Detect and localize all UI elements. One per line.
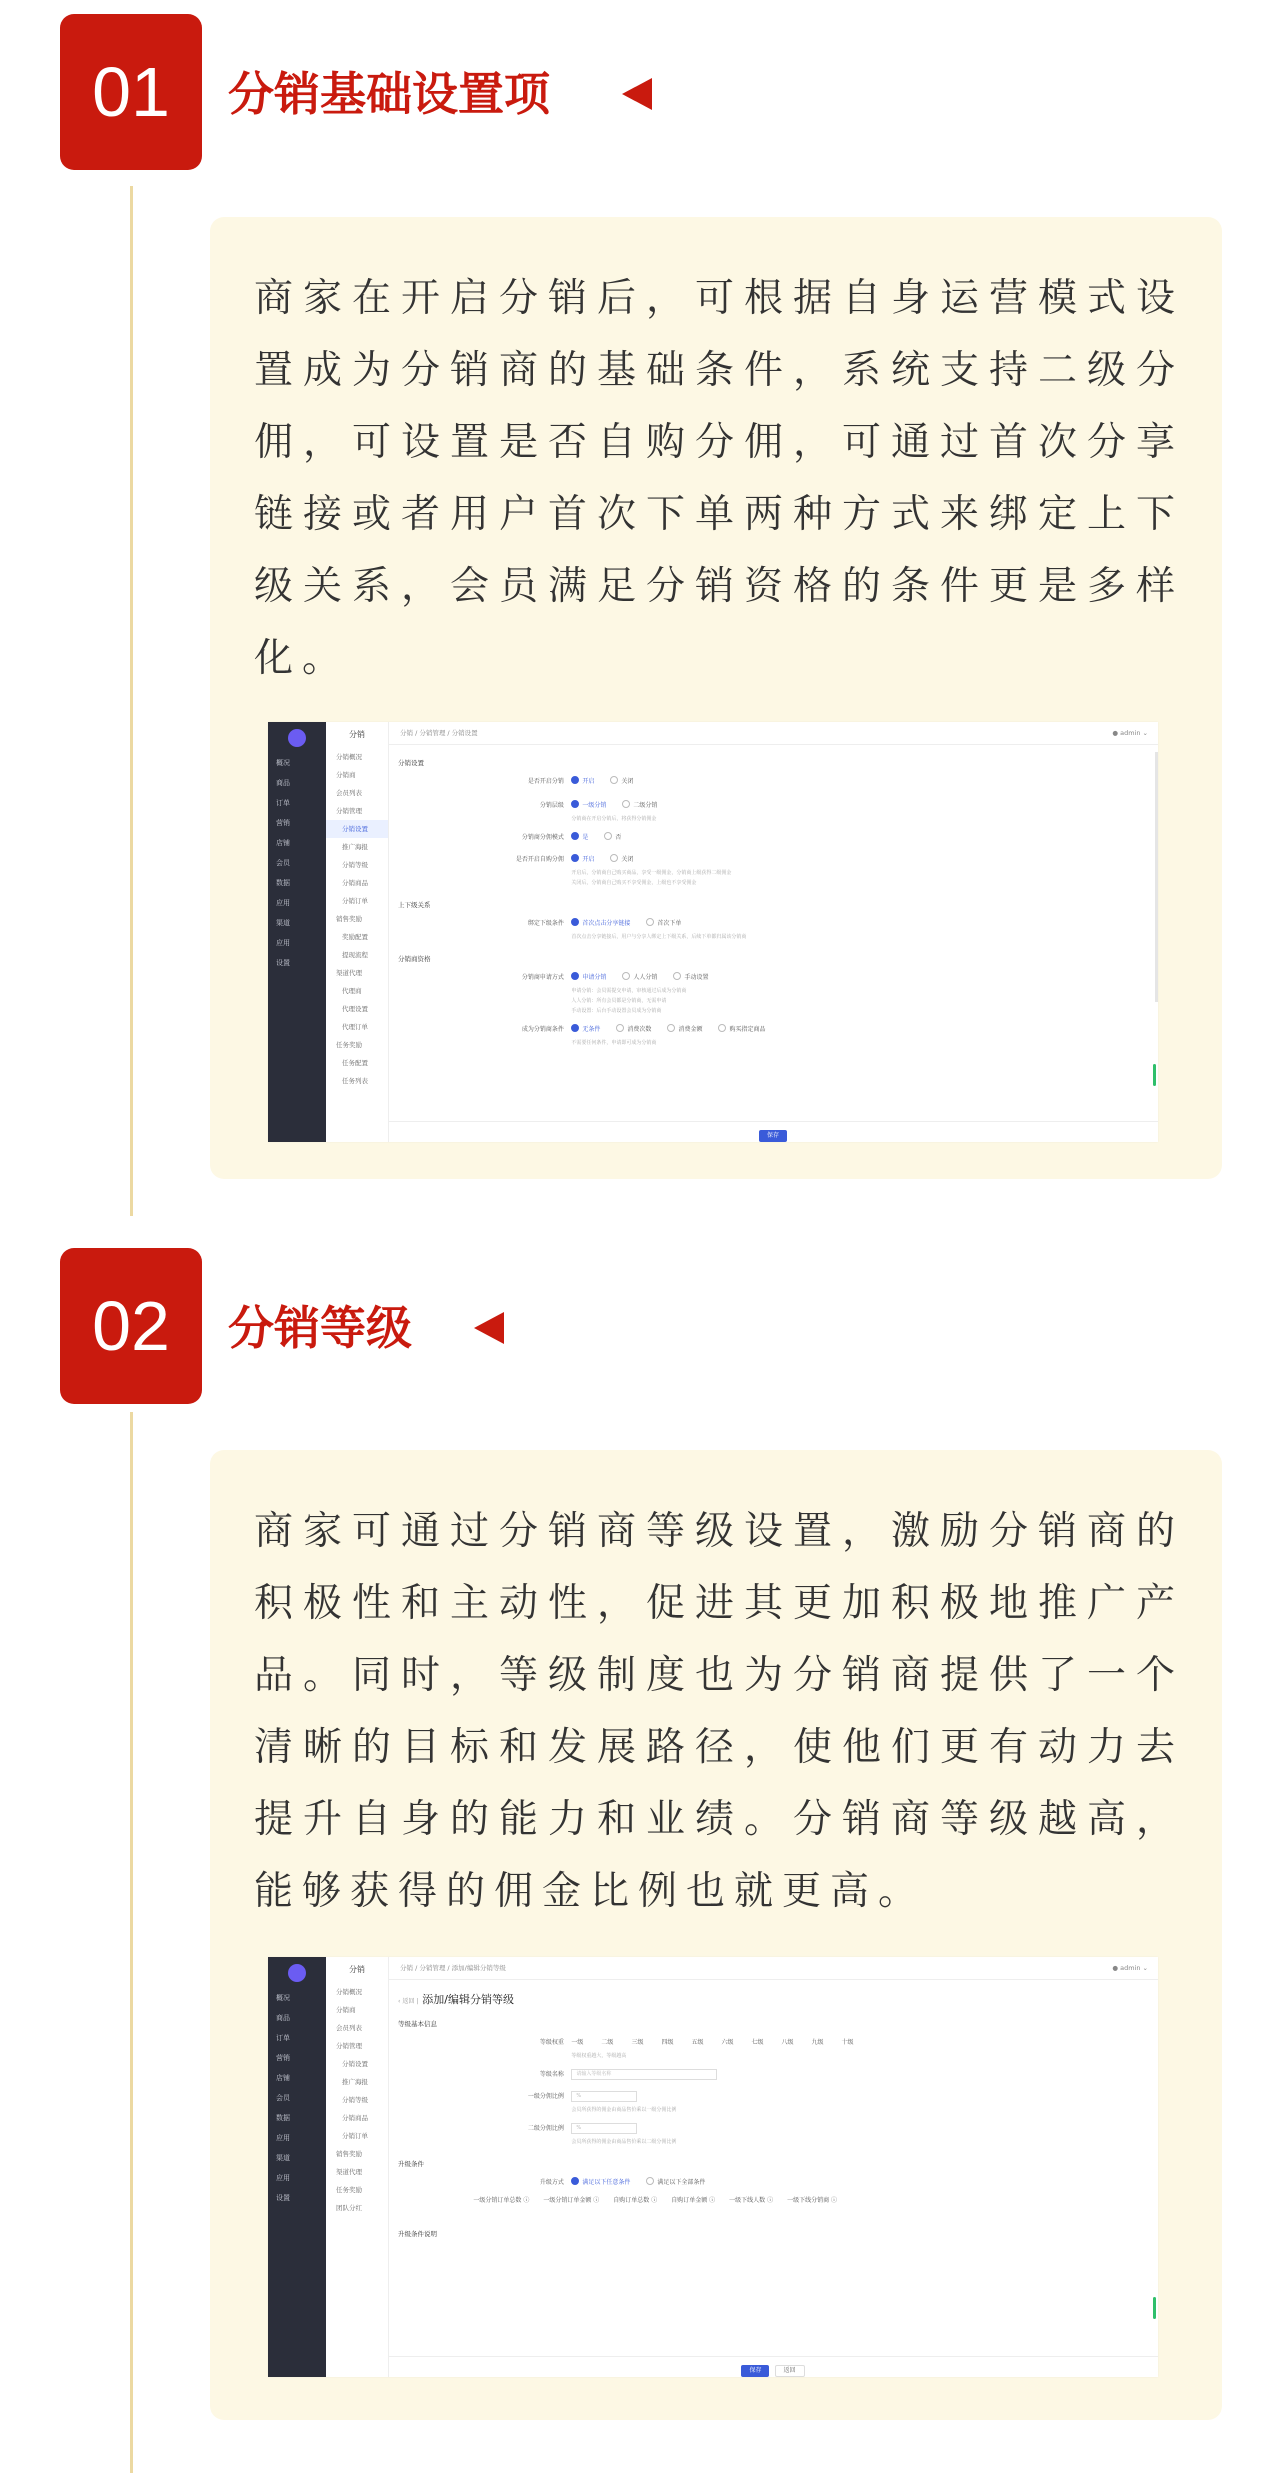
row-label: 分销商分佣模式 <box>521 834 564 841</box>
sub-nav <box>326 722 389 1142</box>
row-label: 绑定下级条件 <box>527 920 564 927</box>
main-nav-item[interactable]: 应用 <box>276 2134 290 2142</box>
sub-nav-item[interactable]: 分销商品 <box>342 879 368 887</box>
main-nav <box>268 1957 326 2377</box>
row-label: 成为分销商条件 <box>521 1026 564 1033</box>
form-row <box>398 852 1152 868</box>
help-text: 开启后，分销商自己购买商品，享受一级佣金，分销商上级获得二级佣金 <box>571 870 732 876</box>
sub-nav-item[interactable]: 分销订单 <box>342 2132 368 2140</box>
page-title: ‹ 返回 | 添加/编辑分销等级 <box>398 1993 514 2006</box>
row-label: 分销层级 <box>539 802 564 809</box>
form-row <box>398 1022 1152 1038</box>
condition-checkbox[interactable]: 一级分销订单金额 ⓘ <box>543 2197 600 2204</box>
section-card <box>210 1450 1222 2420</box>
row-label: 一级分佣比例 <box>527 2093 564 2100</box>
level-option[interactable]: 七级 <box>751 2039 764 2046</box>
help-text: 首次点击分享链接后，用户与分享人绑定上下级关系，后续下单都归属该分销商 <box>571 934 747 940</box>
form-row <box>398 2175 1152 2191</box>
level-option[interactable]: 二级 <box>601 2039 614 2046</box>
sub-nav-item[interactable]: 分销商品 <box>342 2114 368 2122</box>
sub-nav-item[interactable]: 分销等级 <box>342 861 368 869</box>
sub-nav-group[interactable]: 销售奖励 <box>336 2150 362 2158</box>
sub-nav-group[interactable]: 分销管理 <box>336 2042 362 2050</box>
sub-nav-item[interactable]: 代理商 <box>342 987 362 995</box>
radio-option[interactable]: 手动设置 <box>673 970 708 986</box>
breadcrumb: 分销 / 分销管理 / 添加/编辑分销等级 <box>400 1964 506 1972</box>
radio-option[interactable]: 人人分销 <box>622 970 657 986</box>
main-nav-item[interactable]: 概况 <box>276 759 290 767</box>
level-option[interactable]: 九级 <box>811 2039 824 2046</box>
form-row <box>398 798 1152 814</box>
main-nav-item[interactable]: 设置 <box>276 2194 290 2202</box>
sub-nav-group[interactable]: 销售奖励 <box>336 915 362 923</box>
sub-nav-item[interactable]: 分销商 <box>336 2006 356 2014</box>
level-edit-screenshot <box>268 1957 1158 2377</box>
sub-nav-item[interactable]: 分销设置 <box>342 2060 368 2068</box>
form-footer <box>388 1121 1158 1142</box>
condition-checkbox[interactable]: 自购订单金额 ⓘ <box>671 2197 716 2204</box>
radio-option[interactable]: 二级分销 <box>622 798 657 814</box>
sub-nav-item[interactable]: 推广海报 <box>342 843 368 851</box>
sub-nav-item-active[interactable]: 分销设置 <box>326 820 388 838</box>
level-option[interactable]: 四级 <box>661 2039 674 2046</box>
main-nav-item[interactable]: 订单 <box>276 2034 290 2042</box>
group-heading: 等级基本信息 <box>398 2020 437 2028</box>
form-footer <box>388 2356 1158 2377</box>
sub-nav-group[interactable]: 任务奖励 <box>336 2186 362 2194</box>
section-description: 商家可通过分销商等级设置，激励分销商的积极性和主动性，促进其更加积极地推广产品。同时，等级制度也为分销商提供了一个清晰的目标和发展路径，使他们更有动力去提升自身的能力和业绩。分销商等级越高，能够获得的佣金比例也就更高。 <box>254 1509 1184 1914</box>
radio-option[interactable]: 消费金额 <box>667 1022 702 1038</box>
settings-form <box>398 752 1152 1120</box>
group-heading: 升级条件说明 <box>398 2230 437 2238</box>
sub-nav-item[interactable]: 分销等级 <box>342 2096 368 2104</box>
level-form <box>398 1987 1152 2355</box>
main-nav-item[interactable]: 商品 <box>276 779 290 787</box>
radio-option[interactable]: 首次点击分享链接 <box>571 916 630 932</box>
radio-option[interactable]: 开启 <box>571 852 594 868</box>
help-text: 申请分销：会员需提交申请，审核通过后成为分销商 <box>571 988 687 994</box>
level-option[interactable]: 一级 <box>571 2039 584 2046</box>
radio-option[interactable]: 购买指定商品 <box>718 1022 765 1038</box>
level-option[interactable]: 十级 <box>841 2039 854 2046</box>
group-heading: 上下级关系 <box>398 901 431 909</box>
main-nav-item[interactable]: 应用 <box>276 2174 290 2182</box>
condition-checkbox[interactable]: 一级下线人数 ⓘ <box>729 2197 774 2204</box>
top-bar <box>388 1957 1158 1980</box>
main-nav-item[interactable]: 店铺 <box>276 839 290 847</box>
radio-option[interactable]: 满足以下全部条件 <box>646 2175 705 2191</box>
sub-nav-group[interactable]: 团队分红 <box>336 2204 362 2212</box>
main-nav-item[interactable]: 会员 <box>276 859 290 867</box>
main-nav-item[interactable]: 渠道 <box>276 919 290 927</box>
sub-nav-item[interactable]: 任务列表 <box>342 1077 368 1085</box>
main-nav-item[interactable]: 数据 <box>276 2114 290 2122</box>
form-row <box>398 830 1152 846</box>
save-button[interactable]: 保存 <box>759 1130 787 1142</box>
main-nav-item[interactable]: 数据 <box>276 879 290 887</box>
level-option[interactable]: 八级 <box>781 2039 794 2046</box>
sub-nav-item[interactable]: 会员列表 <box>336 789 362 797</box>
help-text: 会员所获得的佣金由商品售价乘以一级分佣比例 <box>571 2107 677 2113</box>
sub-nav-title: 分销 <box>349 730 365 739</box>
sub-nav-item[interactable]: 奖励配置 <box>342 933 368 941</box>
save-button[interactable]: 保存 <box>741 2365 769 2377</box>
section-title: 分销等级 <box>228 1301 412 1355</box>
scrollbar[interactable] <box>1155 752 1158 1002</box>
back-button[interactable]: 返回 <box>775 2365 805 2377</box>
help-text: 关闭后，分销商自己购买不享受佣金，上级也不享受佣金 <box>571 880 697 886</box>
second-rate-input[interactable]: % <box>571 2123 637 2134</box>
sub-nav-item[interactable]: 分销概况 <box>336 753 362 761</box>
floating-tab[interactable] <box>1153 2297 1156 2319</box>
main-nav-item[interactable]: 设置 <box>276 959 290 967</box>
main-nav <box>268 722 326 1142</box>
form-row <box>398 2035 1152 2051</box>
help-text: 人人分销：所有会员都是分销商，无需申请 <box>571 998 667 1004</box>
level-name-input[interactable]: 请输入等级名称 <box>571 2069 717 2080</box>
main-nav-item[interactable]: 订单 <box>276 799 290 807</box>
triangle-left-icon <box>474 1312 504 1344</box>
triangle-left-icon <box>622 78 652 110</box>
user-menu[interactable]: ● admin ⌄ <box>1112 1964 1148 1972</box>
timeline-line-2 <box>130 1412 133 2473</box>
level-option[interactable]: 五级 <box>691 2039 704 2046</box>
form-row <box>398 970 1152 986</box>
radio-option[interactable]: 关闭 <box>610 852 633 868</box>
form-row <box>398 2121 1152 2137</box>
main-nav-item[interactable]: 应用 <box>276 939 290 947</box>
radio-option[interactable]: 无条件 <box>571 1022 600 1038</box>
radio-option[interactable]: 申请分销 <box>571 970 606 986</box>
radio-option[interactable]: 开启 <box>571 774 594 790</box>
group-heading: 分销商资格 <box>398 955 431 963</box>
form-row <box>398 916 1152 932</box>
form-row <box>398 2067 1152 2083</box>
section-number-badge: 01 <box>60 14 202 170</box>
user-name: admin <box>1120 729 1141 737</box>
main-nav-item[interactable]: 渠道 <box>276 2154 290 2162</box>
section-card <box>210 217 1222 1179</box>
main-nav-item[interactable]: 应用 <box>276 899 290 907</box>
sub-nav-item[interactable]: 分销订单 <box>342 897 368 905</box>
help-text: 会员所获得的佣金由商品售价乘以二级分佣比例 <box>571 2139 677 2145</box>
main-nav-item[interactable]: 概况 <box>276 1994 290 2002</box>
sub-nav-item[interactable]: 任务配置 <box>342 1059 368 1067</box>
section-number-badge: 02 <box>60 1248 202 1404</box>
help-text: 手动设置：后台手动设置会员成为分销商 <box>571 1008 662 1014</box>
sub-nav-item[interactable]: 分销概况 <box>336 1988 362 1996</box>
main-nav-item[interactable]: 营销 <box>276 2054 290 2062</box>
sub-nav-item[interactable]: 会员列表 <box>336 2024 362 2032</box>
sub-nav-item[interactable]: 推广海报 <box>342 2078 368 2086</box>
condition-checkbox[interactable]: 自购订单总数 ⓘ <box>613 2197 658 2204</box>
app-logo-icon <box>288 729 306 747</box>
main-nav-item[interactable]: 营销 <box>276 819 290 827</box>
condition-checkbox[interactable]: 一级分销订单总数 ⓘ <box>473 2197 530 2204</box>
back-link[interactable]: ‹ 返回 | <box>398 1998 419 2005</box>
help-text: 不需要任何条件，申请即可成为分销商 <box>571 1040 657 1046</box>
conditions-row <box>398 2193 1152 2209</box>
main-nav-item[interactable]: 会员 <box>276 2094 290 2102</box>
sub-nav-item[interactable]: 提现流程 <box>342 951 368 959</box>
level-option[interactable]: 六级 <box>721 2039 734 2046</box>
radio-option[interactable]: 否 <box>604 830 621 846</box>
form-row <box>398 2089 1152 2105</box>
radio-option[interactable]: 满足以下任意条件 <box>571 2175 630 2191</box>
radio-option[interactable]: 首次下单 <box>646 916 681 932</box>
radio-option[interactable]: 是 <box>571 830 588 846</box>
top-bar <box>388 722 1158 745</box>
timeline-line-1 <box>130 186 133 1216</box>
floating-tab[interactable] <box>1153 1064 1156 1086</box>
help-text: 等级权重越大，等级越高 <box>571 2053 627 2059</box>
row-label: 二级分佣比例 <box>527 2125 564 2132</box>
row-label: 是否开启自购分佣 <box>515 856 564 863</box>
user-menu[interactable]: ● admin ⌄ <box>1112 729 1148 737</box>
help-text: 分销商在开启分销后，将获得分销佣金 <box>571 816 657 822</box>
row-label: 等级权重 <box>539 2039 564 2046</box>
app-logo-icon <box>288 1964 306 1982</box>
user-name: admin <box>1120 1964 1141 1972</box>
sub-nav-item[interactable]: 分销商 <box>336 771 356 779</box>
row-label: 等级名称 <box>539 2071 564 2078</box>
row-label: 分销商申请方式 <box>521 974 564 981</box>
sub-nav-item[interactable]: 代理订单 <box>342 1023 368 1031</box>
sub-nav-item[interactable]: 代理设置 <box>342 1005 368 1013</box>
form-row <box>398 774 1152 790</box>
section-title: 分销基础设置项 <box>228 67 550 121</box>
sub-nav-group[interactable]: 分销管理 <box>336 807 362 815</box>
sub-nav-title: 分销 <box>349 1965 365 1974</box>
row-label: 升级方式 <box>539 2179 564 2186</box>
sub-nav-group[interactable]: 任务奖励 <box>336 1041 362 1049</box>
group-heading: 升级条件 <box>398 2160 424 2168</box>
level-option[interactable]: 三级 <box>631 2039 644 2046</box>
radio-option[interactable]: 消费次数 <box>616 1022 651 1038</box>
sub-nav-group[interactable]: 渠道代理 <box>336 2168 362 2176</box>
main-nav-item[interactable]: 商品 <box>276 2014 290 2022</box>
group-heading: 分销设置 <box>398 759 424 767</box>
row-label: 是否开启分销 <box>527 778 564 785</box>
first-rate-input[interactable]: % <box>571 2091 637 2102</box>
main-nav-item[interactable]: 店铺 <box>276 2074 290 2082</box>
radio-option[interactable]: 关闭 <box>610 774 633 790</box>
radio-option[interactable]: 一级分销 <box>571 798 606 814</box>
settings-screenshot <box>268 722 1158 1142</box>
condition-checkbox[interactable]: 一级下线分销商 ⓘ <box>787 2197 838 2204</box>
sub-nav <box>326 1957 389 2377</box>
sub-nav-group[interactable]: 渠道代理 <box>336 969 362 977</box>
section-description: 商家在开启分销后，可根据自身运营模式设置成为分销商的基础条件，系统支持二级分佣，可设置是否自购分佣，可通过首次分享链接或者用户首次下单两种方式来绑定上下级关系，会员满足分销资格的条件更是多样化。 <box>254 276 1184 681</box>
breadcrumb: 分销 / 分销管理 / 分销设置 <box>400 729 478 737</box>
